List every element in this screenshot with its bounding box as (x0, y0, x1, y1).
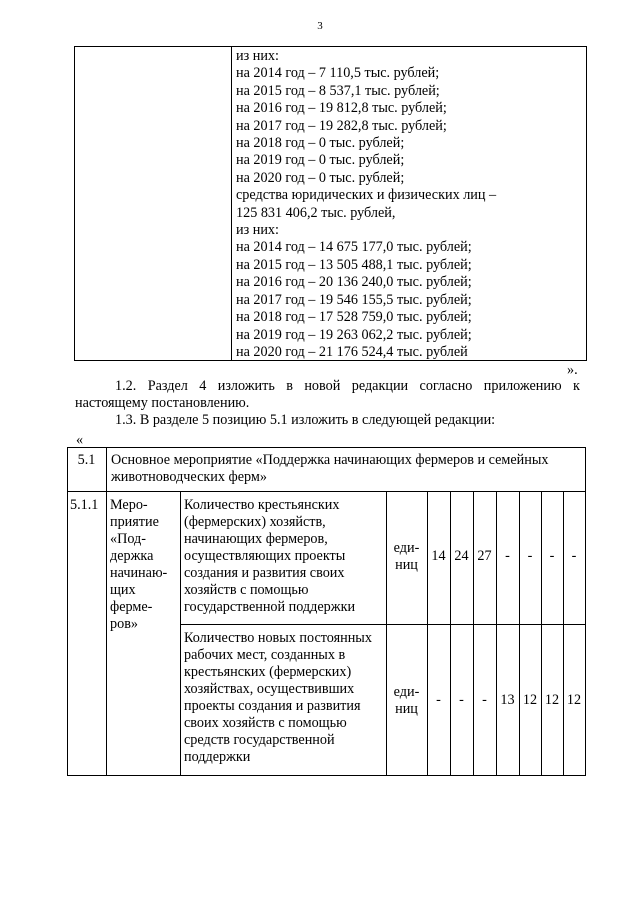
unit-line: ниц (395, 557, 418, 573)
funding-line: на 2019 год – 19 263 062,2 тыс. рублей; (236, 326, 472, 343)
column-divider (231, 47, 232, 360)
table-border (180, 624, 586, 625)
table-border (67, 447, 68, 776)
funding-line: на 2017 год – 19 546 155,5 тыс. рублей; (236, 291, 472, 308)
funding-line: на 2019 год – 0 тыс. рублей; (236, 152, 405, 169)
indicator-line: своих хозяйств с помощью (184, 715, 347, 731)
indicator-value: - (549, 548, 555, 564)
funding-lines (236, 48, 496, 361)
measure-name-line: Меро- (110, 497, 148, 513)
indicator-value: - (527, 548, 533, 564)
funding-line: на 2016 год – 20 136 240,0 тыс. рублей; (236, 274, 472, 291)
funding-line: на 2020 год – 21 176 524,4 тыс. рублей (236, 343, 468, 360)
indicator-line: хозяйствах, осуществивших (184, 681, 355, 697)
indicator-value: 27 (477, 548, 492, 564)
table-border (563, 491, 564, 776)
indicator-value: - (459, 692, 464, 708)
word: новой (304, 378, 341, 394)
word: 1.2. (115, 378, 137, 394)
unit-label (386, 540, 427, 574)
paragraph-1-2-line1 (75, 378, 580, 395)
indicator-line: рабочих мест, созданных в (184, 647, 346, 663)
measure-name-line: щих (110, 582, 136, 598)
funding-line: средства юридических и физических лиц – (236, 187, 497, 204)
unit-line: ниц (395, 701, 418, 717)
word: согласно (419, 378, 473, 394)
funding-line: на 2020 год – 0 тыс. рублей; (236, 169, 405, 186)
funding-line: из них: (236, 222, 279, 239)
closing-quote: ». (567, 362, 578, 378)
table-border (67, 491, 586, 492)
paragraph-1-3: 1.3. В разделе 5 позицию 5.1 изложить в следующей редакции: (115, 412, 496, 428)
main-measure-title: Основное мероприятие «Поддержка начинающих фермеров и семейных животноводческих ферм» (111, 452, 549, 485)
funding-line: на 2014 год – 14 675 177,0 тыс. рублей; (236, 239, 472, 256)
indicator-line: поддержки (184, 749, 251, 765)
funding-line: на 2015 год – 13 505 488,1 тыс. рублей; (236, 256, 472, 273)
word: редакции (351, 378, 409, 394)
measure-name-line: ферме- (110, 599, 153, 615)
table-border (180, 491, 181, 776)
unit-label (386, 684, 427, 718)
indicator-value: 14 (431, 548, 446, 564)
measure-name-line: приятие (110, 514, 159, 530)
funding-line: на 2017 год – 19 282,8 тыс. рублей; (236, 117, 447, 134)
word: изложить (217, 378, 275, 394)
indicator-line: крестьянских (фермерских) (184, 664, 352, 680)
indicator-text (184, 497, 355, 616)
indicator-line: создания и развития своих (184, 565, 345, 581)
indicator-line: начинающих фермеров, (184, 531, 328, 547)
table-border (541, 491, 542, 776)
paragraph-1-2-line2: настоящему постановлению. (75, 395, 250, 411)
indicator-value: - (482, 692, 487, 708)
page-number: 3 (317, 20, 323, 32)
funding-line: на 2014 год – 7 110,5 тыс. рублей; (236, 65, 440, 82)
opening-quote: « (76, 432, 84, 448)
indicator-value: 24 (454, 548, 469, 564)
indicator-line: осуществляющих проекты (184, 548, 346, 564)
row-number: 5.1 (77, 452, 96, 468)
indicator-line: проекты создания и развития (184, 698, 361, 714)
measure-name (110, 497, 167, 633)
indicator-line: Количество крестьянских (184, 497, 340, 513)
indicator-text (184, 630, 372, 766)
indicator-line: средств государственной (184, 732, 335, 748)
word: Раздел (147, 378, 188, 394)
indicator-line: хозяйств с помощью (184, 582, 309, 598)
indicator-value: - (436, 692, 441, 708)
unit-line: еди- (393, 684, 420, 700)
indicator-value: - (571, 548, 577, 564)
unit-line: еди- (393, 540, 420, 556)
table-border (106, 447, 107, 776)
table-border (585, 447, 586, 776)
word: к (573, 378, 580, 394)
funding-line: 125 831 406,2 тыс. рублей, (236, 204, 396, 221)
indicator-value: 13 (500, 692, 515, 708)
paragraph-1-2 (75, 378, 580, 412)
table-border (519, 491, 520, 776)
funding-table (74, 46, 587, 361)
indicator-value: 12 (522, 692, 538, 708)
indicator-value: 12 (566, 692, 582, 708)
table-border (427, 491, 428, 776)
measure-name-line: держка (110, 548, 154, 564)
indicator-line: (фермерских) хозяйств, (184, 514, 326, 530)
indicator-line: государственной поддержки (184, 599, 356, 615)
word: 4 (199, 378, 207, 394)
table-border (473, 491, 474, 776)
measure-name-line: ров» (110, 616, 138, 632)
table-border (386, 491, 387, 776)
indicator-line: Количество новых постоянных (184, 630, 372, 646)
funding-line: на 2016 год – 19 812,8 тыс. рублей; (236, 100, 447, 117)
measure-name-line: «Под- (110, 531, 146, 547)
indicator-value: - (505, 548, 510, 564)
funding-line: на 2018 год – 0 тыс. рублей; (236, 135, 405, 152)
table-border (450, 491, 451, 776)
word: приложению (483, 378, 562, 394)
funding-line: на 2018 год – 17 528 759,0 тыс. рублей; (236, 309, 472, 326)
sub-row-number: 5.1.1 (70, 497, 99, 513)
word: в (286, 378, 293, 394)
indicator-value: 12 (544, 692, 560, 708)
funding-line: из них: (236, 48, 279, 64)
table-border (67, 447, 586, 448)
funding-line: на 2015 год – 8 537,1 тыс. рублей; (236, 82, 440, 99)
measure-name-line: начинаю- (110, 565, 168, 581)
table-border (67, 775, 586, 776)
table-border (496, 491, 497, 776)
